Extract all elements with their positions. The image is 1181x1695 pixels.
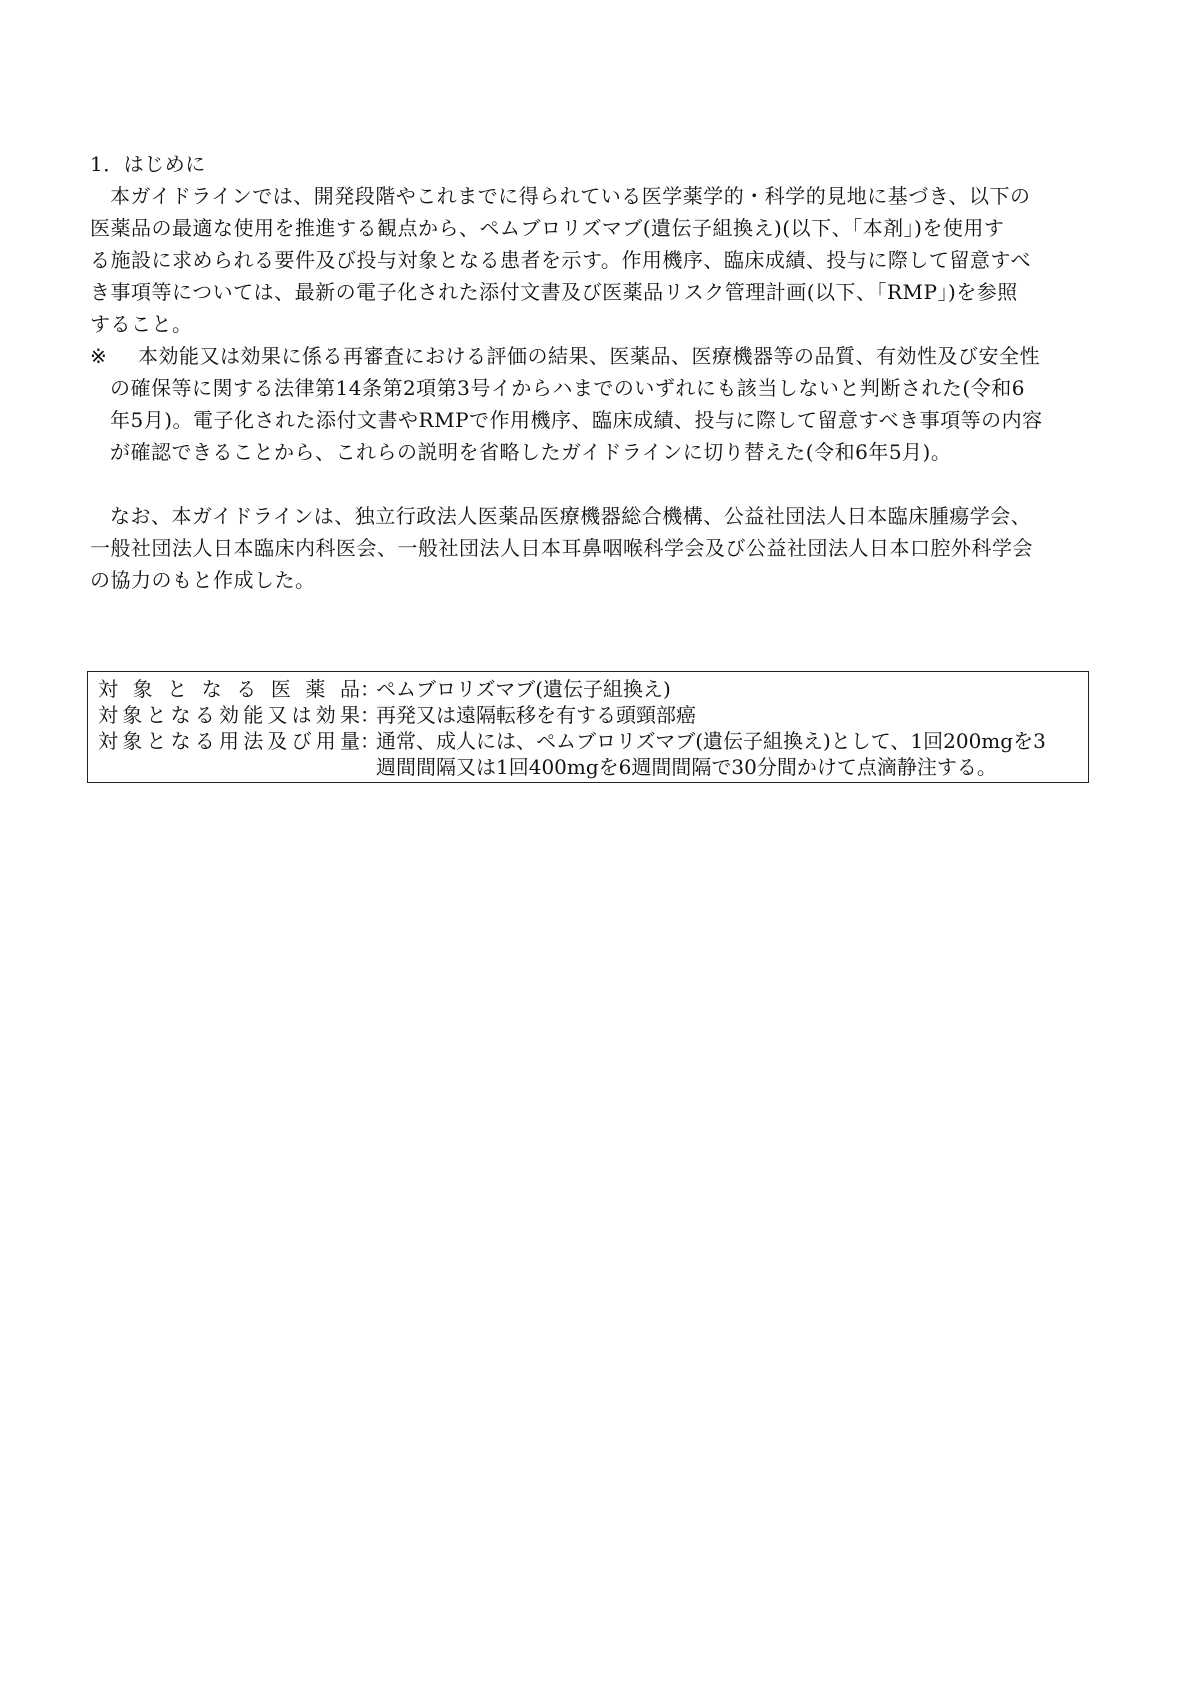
paragraph-line: の協力のもと作成した。	[90, 568, 316, 592]
note-line: が確認できることから、これらの説明を省略したガイドラインに切り替えた(令和6年5月)。	[110, 440, 952, 464]
info-label: 対象となる医薬品	[98, 677, 360, 701]
paragraph-line: なお、本ガイドラインは、独立行政法人医薬品医療機器総合機構、公益社団法人日本臨床腫瘍学会、	[110, 504, 1032, 528]
info-row-drug	[98, 676, 671, 702]
document-body	[90, 148, 1090, 596]
cooperation-paragraph	[90, 500, 1090, 596]
info-value-line: 再発又は遠隔転移を有する頭頸部癌	[376, 703, 696, 727]
section-heading: 1．はじめに	[90, 152, 206, 176]
paragraph-line: 本ガイドラインでは、開発段階やこれまでに得られている医学薬学的・科学的見地に基づき、以下の	[110, 184, 1031, 208]
info-value	[376, 728, 1046, 780]
info-colon: ：	[360, 677, 380, 701]
info-colon: ：	[360, 703, 380, 727]
paragraph-line: すること。	[90, 312, 193, 336]
info-value-line: 週間間隔又は1回400mgを6週間間隔で30分間かけて点滴静注する。	[376, 755, 997, 779]
info-row-indication	[98, 702, 696, 728]
note-line: の確保等に関する法律第14条第2項第3号イからハまでのいずれにも該当しないと判断された(令和6	[110, 376, 1025, 400]
reexamination-note	[90, 340, 1090, 468]
paragraph-line: る施設に求められる要件及び投与対象となる患者を示す。作用機序、臨床成績、投与に際して留意すべ	[90, 248, 1031, 272]
paragraph-line: 一般社団法人日本臨床内科医会、一般社団法人日本耳鼻咽喉科学会及び公益社団法人日本口腔外科学会	[90, 536, 1033, 560]
paragraph-spacer	[90, 468, 1090, 500]
info-value	[376, 676, 671, 702]
paragraph-line: 医薬品の最適な使用を推進する観点から、ペムブロリズマブ(遺伝子組換え)(以下、「本剤」)を使用す	[90, 216, 1005, 240]
info-label: 対象となる効能又は効果	[98, 703, 360, 727]
paragraph-line: き事項等については、最新の電子化された添付文書及び医薬品リスク管理計画(以下、「RMP」)を参照	[90, 280, 1018, 304]
note-line: 年5月)。電子化された添付文書やRMPで作用機序、臨床成績、投与に際して留意すべき事項等の内容	[110, 408, 1043, 432]
info-value	[376, 702, 696, 728]
info-colon: ：	[360, 729, 380, 753]
info-value-line: 通常、成人には、ペムブロリズマブ(遺伝子組換え)として、1回200mgを3	[376, 729, 1046, 753]
info-value-line: ペムブロリズマブ(遺伝子組換え)	[376, 677, 671, 701]
intro-paragraph	[90, 180, 1090, 340]
note-line: 本効能又は効果に係る再審査における評価の結果、医薬品、医療機器等の品質、有効性及び安全性	[138, 344, 1040, 368]
info-label: 対象となる用法及び用量	[98, 729, 360, 753]
info-row-dosage	[98, 728, 1046, 780]
note-mark: ※	[90, 344, 108, 368]
drug-info-box	[87, 671, 1089, 783]
